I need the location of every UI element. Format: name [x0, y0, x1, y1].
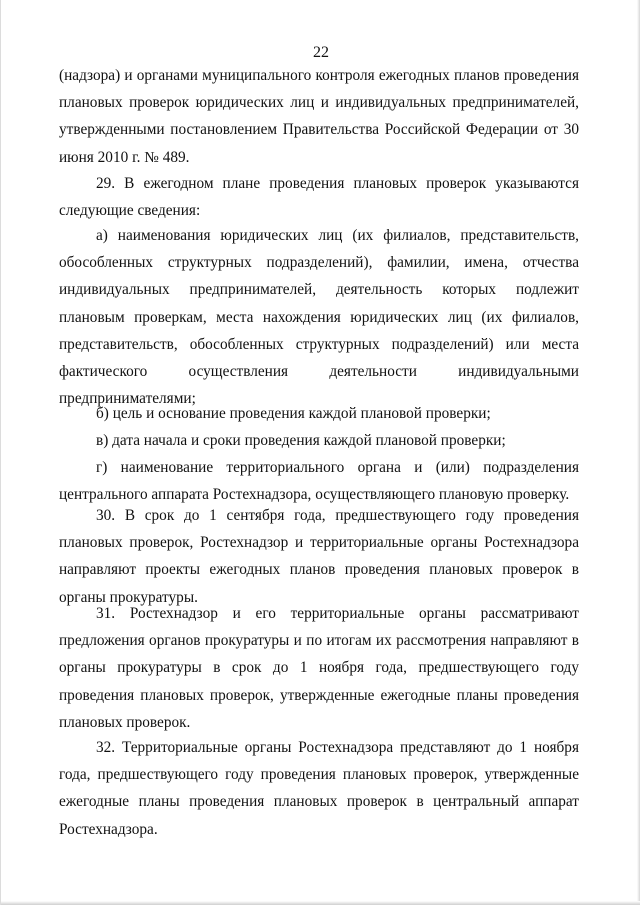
text-continuation — [59, 62, 579, 171]
text-section-29v — [59, 427, 579, 454]
page-number: 22 — [313, 44, 329, 61]
text-section-31 — [59, 600, 579, 736]
paragraph-29-b: б) цель и основание проведения каждой плановой проверки; — [96, 405, 491, 422]
paragraph-29-v: в) дата начала и сроки проведения каждой плановой проверки; — [96, 432, 506, 449]
paragraph-29-g: г) наименование территориального органа и (или) подразделения центрального аппарата Ростехнадзора, осуществляющего плановую проверку. — [59, 459, 579, 504]
paragraph-29: 29. В ежегодном плане проведения плановых проверок указываются следующие сведения: — [59, 175, 579, 220]
text-section-29b — [59, 400, 579, 427]
paragraph-31: 31. Ростехнадзор и его территориальные органы рассматривают предложения органов прокуратуры и по итогам их рассмотрения направляют в органы прокуратуры в срок до 1 ноября года, предшествующего году проведения плановых проверок, утвержденные ежегодные планы проведения плановых проверок. — [59, 605, 579, 731]
text-section-30 — [59, 502, 579, 611]
paragraph-29-a: а) наименования юридических лиц (их филиалов, представительств, обособленных структурных подразделений), фамилии, имена, отчества индивидуальных предпринимателей, деятельность которых подлежит плановым проверкам, места нахождения юридических лиц (их филиалов, представительств, обособленных структурных подразделений) или места фактического осуществления деятельности индивидуальными предпринимателями; — [59, 227, 579, 408]
text-section-29a — [59, 222, 579, 412]
text-section-29g — [59, 454, 579, 508]
paragraph-continuation: (надзора) и органами муниципального контроля ежегодных планов проведения плановых проверок юридических лиц и индивидуальных предпринимателей, утвержденными постановлением Правительства Российской Федерации от 30 июня 2010 г. № 489. — [59, 67, 579, 166]
text-section-29 — [59, 170, 579, 224]
text-section-32 — [59, 734, 579, 843]
scan-edge-bottom — [1, 901, 640, 905]
paragraph-32: 32. Территориальные органы Ростехнадзора представляют до 1 ноября года, предшествующего году проведения плановых проверок, утвержденные ежегодные планы проведения плановых проверок в центральный аппарат Ростехнадзора. — [59, 739, 579, 838]
paragraph-30: 30. В срок до 1 сентября года, предшествующего году проведения плановых проверок, Ростехнадзор и территориальные органы Ростехнадзора направляют проекты ежегодных планов проведения плановых проверок в органы прокуратуры. — [59, 507, 579, 606]
